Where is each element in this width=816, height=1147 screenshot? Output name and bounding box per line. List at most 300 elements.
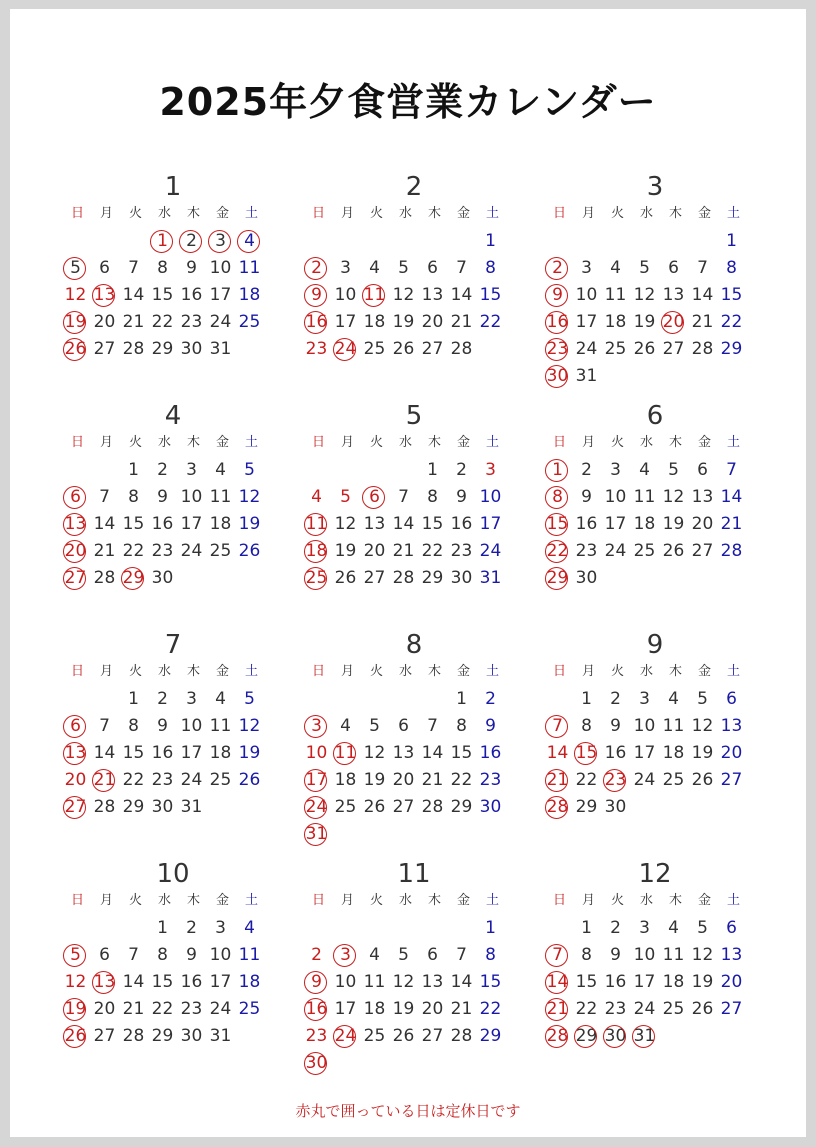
day-cell: 8: [456, 716, 467, 736]
day-cell: 11: [209, 487, 232, 507]
closed-day-circle: [545, 1025, 568, 1048]
weekday-header: 火: [128, 435, 142, 450]
weekday-header: 土: [485, 664, 499, 679]
month-number: 7: [164, 630, 182, 660]
day-cell: 1: [128, 689, 139, 709]
weekday-header: 火: [369, 206, 383, 221]
day-cell: 31: [180, 797, 203, 817]
day-cell: 31: [633, 1026, 656, 1046]
day-cell: 30: [575, 568, 598, 588]
day-cell: 4: [215, 689, 226, 709]
day-cell: 2: [177, 228, 206, 255]
closed-day-circle: [362, 486, 385, 509]
day-cell: 12: [392, 285, 415, 305]
weekday-header: 日: [552, 664, 566, 679]
day-cell: 7: [543, 713, 572, 740]
day-cell: 22: [421, 541, 444, 561]
day-cell: 24: [633, 999, 656, 1019]
month-number: 4: [164, 401, 182, 431]
weekday-header: 月: [581, 435, 595, 450]
closed-day-circle: [304, 971, 327, 994]
weekday-header: 月: [340, 435, 354, 450]
day-cell: 22: [479, 999, 502, 1019]
weekday-header: 日: [70, 206, 84, 221]
day-cell: 2: [157, 460, 168, 480]
day-cell: 9: [581, 487, 592, 507]
day-cell: 3: [186, 689, 197, 709]
day-cell: 10: [604, 487, 627, 507]
day-cell: 7: [456, 258, 467, 278]
weekday-header: 日: [311, 206, 325, 221]
day-cell: 9: [456, 487, 467, 507]
day-cell: 20: [421, 312, 444, 332]
day-cell: 2: [543, 255, 572, 282]
day-cell: 25: [662, 999, 685, 1019]
day-cell: 26: [64, 339, 87, 359]
day-cell: 24: [209, 312, 232, 332]
month-number: 6: [646, 401, 664, 431]
day-cell: 11: [238, 945, 261, 965]
closed-day-circle: [545, 769, 568, 792]
day-cell: 11: [662, 716, 685, 736]
day-cell: 28: [122, 1026, 145, 1046]
day-cell: 14: [93, 514, 116, 534]
day-cell: 11: [363, 972, 386, 992]
day-cell: 28: [421, 797, 444, 817]
day-cell: 30: [180, 339, 203, 359]
day-cell: 20: [421, 999, 444, 1019]
day-cell: 29: [450, 797, 473, 817]
day-cell: 4: [244, 918, 255, 938]
day-cell: 4: [235, 228, 264, 255]
day-cell: 6: [99, 945, 110, 965]
day-cell: 17: [180, 743, 203, 763]
weekday-header: 土: [485, 435, 499, 450]
closed-day-circle: [632, 1025, 655, 1048]
closed-day-circle: [304, 513, 327, 536]
closed-day-circle: [545, 311, 568, 334]
day-cell: 4: [369, 258, 380, 278]
day-cell: 25: [209, 541, 232, 561]
weekday-header: 土: [485, 893, 499, 908]
day-cell: 4: [369, 945, 380, 965]
day-cell: 6: [427, 945, 438, 965]
day-cell: 24: [180, 770, 203, 790]
day-cell: 21: [122, 999, 145, 1019]
day-cell: 25: [604, 339, 627, 359]
weekday-header: 木: [427, 435, 441, 450]
day-cell: 5: [340, 487, 351, 507]
day-cell: 14: [122, 972, 145, 992]
day-cell: 10: [479, 487, 502, 507]
day-cell: 14: [720, 487, 743, 507]
day-cell: 3: [610, 460, 621, 480]
weekday-header: 木: [186, 893, 200, 908]
closed-day-circle: [545, 257, 568, 280]
weekday-header: 金: [697, 664, 711, 679]
weekday-header: 月: [340, 206, 354, 221]
closed-day-circle: [63, 998, 86, 1021]
day-cell: 16: [604, 743, 627, 763]
day-cell: 27: [363, 568, 386, 588]
month-number: 5: [405, 401, 423, 431]
day-cell: 30: [604, 1026, 627, 1046]
weekday-header: 金: [456, 206, 470, 221]
day-cell: 7: [543, 942, 572, 969]
weekday-header: 日: [552, 435, 566, 450]
day-cell: 2: [610, 689, 621, 709]
weekday-header: 日: [552, 893, 566, 908]
closed-day-circle: [545, 486, 568, 509]
day-cell: 30: [180, 1026, 203, 1046]
day-cell: 9: [157, 716, 168, 736]
day-cell: 24: [334, 339, 357, 359]
day-cell: 21: [546, 770, 569, 790]
day-cell: 11: [604, 285, 627, 305]
weekday-header: 水: [398, 664, 412, 679]
day-cell: 21: [93, 770, 116, 790]
day-cell: 21: [691, 312, 714, 332]
day-cell: 27: [662, 339, 685, 359]
day-cell: 29: [546, 568, 569, 588]
closed-day-circle: [92, 284, 115, 307]
day-cell: 12: [64, 972, 87, 992]
day-cell: 17: [633, 972, 656, 992]
day-cell: 27: [691, 541, 714, 561]
day-cell: 10: [209, 945, 232, 965]
day-cell: 19: [64, 312, 87, 332]
day-cell: 19: [334, 541, 357, 561]
day-cell: 13: [64, 514, 87, 534]
day-cell: 18: [238, 285, 261, 305]
weekday-header: 水: [398, 435, 412, 450]
day-cell: 1: [157, 918, 168, 938]
day-cell: 29: [421, 568, 444, 588]
day-cell: 7: [456, 945, 467, 965]
day-cell: 15: [546, 514, 569, 534]
closed-day-circle: [333, 944, 356, 967]
day-cell: 5: [398, 258, 409, 278]
weekday-header: 火: [369, 664, 383, 679]
closed-day-circle: [92, 769, 115, 792]
day-cell: 7: [99, 716, 110, 736]
month-1: [63, 172, 283, 400]
day-cell: 12: [334, 514, 357, 534]
day-cell: 25: [662, 770, 685, 790]
closed-day-circle: [304, 769, 327, 792]
day-cell: 23: [151, 770, 174, 790]
closed-day-circle: [63, 742, 86, 765]
day-cell: 22: [720, 312, 743, 332]
day-cell: 8: [157, 945, 168, 965]
day-cell: 31: [479, 568, 502, 588]
day-cell: 19: [633, 312, 656, 332]
day-cell: 6: [398, 716, 409, 736]
day-cell: 15: [479, 972, 502, 992]
day-cell: 16: [575, 514, 598, 534]
weekday-header: 火: [610, 664, 624, 679]
day-cell: 24: [604, 541, 627, 561]
day-cell: 1: [427, 460, 438, 480]
weekday-header: 日: [311, 664, 325, 679]
day-cell: 20: [64, 541, 87, 561]
day-cell: 14: [546, 743, 569, 763]
closed-day-circle: [362, 284, 385, 307]
weekday-header: 金: [697, 893, 711, 908]
day-cell: 4: [639, 460, 650, 480]
day-cell: 8: [543, 484, 572, 511]
weekday-header: 土: [244, 206, 258, 221]
day-cell: 11: [363, 285, 386, 305]
day-cell: 3: [331, 942, 360, 969]
weekday-header: 月: [99, 664, 113, 679]
day-cell: 23: [575, 541, 598, 561]
day-cell: 30: [604, 797, 627, 817]
day-cell: 28: [450, 339, 473, 359]
day-cell: 24: [575, 339, 598, 359]
day-cell: 2: [302, 255, 331, 282]
day-cell: 18: [238, 972, 261, 992]
day-cell: 23: [305, 1026, 328, 1046]
month-number: 10: [156, 859, 190, 889]
day-cell: 5: [244, 460, 255, 480]
day-cell: 21: [720, 514, 743, 534]
weekday-header: 金: [215, 664, 229, 679]
day-cell: 23: [546, 339, 569, 359]
weekday-header: 木: [668, 206, 682, 221]
weekday-header: 火: [128, 664, 142, 679]
day-cell: 14: [93, 743, 116, 763]
closed-day-circle: [150, 230, 173, 253]
day-cell: 24: [479, 541, 502, 561]
day-cell: 18: [363, 999, 386, 1019]
closed-day-circle: [304, 567, 327, 590]
day-cell: 19: [238, 743, 261, 763]
weekday-header: 日: [70, 664, 84, 679]
day-cell: 6: [697, 460, 708, 480]
day-cell: 29: [122, 568, 145, 588]
day-cell: 7: [99, 487, 110, 507]
day-cell: 5: [697, 689, 708, 709]
month-number: 2: [405, 172, 423, 202]
day-cell: 9: [302, 969, 331, 996]
day-cell: 22: [151, 312, 174, 332]
day-cell: 25: [633, 541, 656, 561]
day-cell: 9: [610, 716, 621, 736]
closed-day-circle: [574, 742, 597, 765]
day-cell: 18: [305, 541, 328, 561]
day-cell: 2: [157, 689, 168, 709]
day-cell: 16: [180, 972, 203, 992]
day-cell: 3: [485, 460, 496, 480]
day-cell: 17: [479, 514, 502, 534]
weekday-header: 木: [427, 664, 441, 679]
day-cell: 21: [450, 312, 473, 332]
closed-day-circle: [333, 742, 356, 765]
day-cell: 4: [668, 918, 679, 938]
weekday-header: 木: [668, 664, 682, 679]
day-cell: 26: [238, 770, 261, 790]
day-cell: 11: [662, 945, 685, 965]
day-cell: 20: [691, 514, 714, 534]
weekday-header: 月: [99, 206, 113, 221]
day-cell: 10: [633, 945, 656, 965]
day-cell: 18: [363, 312, 386, 332]
day-cell: 7: [128, 258, 139, 278]
day-cell: 24: [334, 1026, 357, 1046]
day-cell: 5: [697, 918, 708, 938]
day-cell: 26: [691, 999, 714, 1019]
day-cell: 10: [334, 285, 357, 305]
day-cell: 20: [93, 312, 116, 332]
month-3: [545, 172, 765, 400]
closed-day-circle: [304, 311, 327, 334]
weekday-header: 金: [697, 206, 711, 221]
day-cell: 13: [720, 945, 743, 965]
closed-day-circle: [545, 715, 568, 738]
day-cell: 16: [151, 743, 174, 763]
closed-day-circle: [63, 567, 86, 590]
weekday-header: 土: [726, 893, 740, 908]
weekday-header: 水: [639, 664, 653, 679]
weekday-header: 水: [639, 206, 653, 221]
day-cell: 15: [151, 285, 174, 305]
weekday-header: 月: [581, 893, 595, 908]
day-cell: 21: [122, 312, 145, 332]
month-number: 1: [164, 172, 182, 202]
weekday-header: 水: [157, 435, 171, 450]
day-cell: 8: [157, 258, 168, 278]
day-cell: 16: [305, 999, 328, 1019]
day-cell: 19: [662, 514, 685, 534]
day-cell: 18: [209, 743, 232, 763]
day-cell: 27: [64, 797, 87, 817]
day-cell: 10: [180, 716, 203, 736]
weekday-header: 金: [215, 435, 229, 450]
day-cell: 11: [334, 743, 357, 763]
month-number: 11: [397, 859, 431, 889]
month-8: [304, 630, 524, 858]
month-6: [545, 401, 765, 629]
day-cell: 5: [668, 460, 679, 480]
day-cell: 25: [363, 1026, 386, 1046]
day-cell: 8: [128, 487, 139, 507]
weekday-header: 水: [639, 435, 653, 450]
closed-day-circle: [545, 944, 568, 967]
day-cell: 17: [604, 514, 627, 534]
day-cell: 23: [450, 541, 473, 561]
day-cell: 22: [450, 770, 473, 790]
day-cell: 19: [238, 514, 261, 534]
day-cell: 17: [180, 514, 203, 534]
weekday-header: 月: [581, 206, 595, 221]
day-cell: 18: [209, 514, 232, 534]
day-cell: 16: [180, 285, 203, 305]
day-cell: 24: [180, 541, 203, 561]
closed-day-circle: [545, 540, 568, 563]
day-cell: 21: [450, 999, 473, 1019]
day-cell: 16: [305, 312, 328, 332]
day-cell: 6: [726, 918, 737, 938]
closed-day-circle: [304, 715, 327, 738]
closed-day-circle: [63, 715, 86, 738]
weekday-header: 日: [552, 206, 566, 221]
day-cell: 9: [186, 945, 197, 965]
closed-day-circle: [545, 365, 568, 388]
day-cell: 29: [479, 1026, 502, 1046]
day-cell: 4: [340, 716, 351, 736]
day-cell: 23: [305, 339, 328, 359]
day-cell: 1: [485, 918, 496, 938]
day-cell: 27: [64, 568, 87, 588]
closed-day-circle: [208, 230, 231, 253]
closed-day-circle: [237, 230, 260, 253]
day-cell: 4: [668, 689, 679, 709]
day-cell: 22: [122, 541, 145, 561]
day-cell: 12: [238, 716, 261, 736]
day-cell: 18: [604, 312, 627, 332]
closed-day-circle: [304, 1052, 327, 1075]
weekday-header: 木: [668, 893, 682, 908]
weekday-header: 木: [668, 435, 682, 450]
day-cell: 8: [726, 258, 737, 278]
weekday-header: 土: [726, 206, 740, 221]
day-cell: 4: [610, 258, 621, 278]
closed-day-circle: [63, 944, 86, 967]
day-cell: 15: [720, 285, 743, 305]
day-cell: 12: [238, 487, 261, 507]
day-cell: 24: [633, 770, 656, 790]
day-cell: 20: [662, 312, 685, 332]
day-cell: 20: [93, 999, 116, 1019]
day-cell: 9: [610, 945, 621, 965]
day-cell: 16: [450, 514, 473, 534]
day-cell: 10: [334, 972, 357, 992]
day-cell: 15: [122, 743, 145, 763]
day-cell: 6: [360, 484, 389, 511]
day-cell: 6: [61, 484, 90, 511]
month-11: [304, 859, 524, 1087]
day-cell: 19: [691, 743, 714, 763]
day-cell: 20: [64, 770, 87, 790]
day-cell: 12: [363, 743, 386, 763]
day-cell: 30: [305, 1053, 328, 1073]
day-cell: 1: [543, 457, 572, 484]
weekday-header: 土: [244, 664, 258, 679]
day-cell: 29: [575, 1026, 598, 1046]
day-cell: 25: [334, 797, 357, 817]
day-cell: 14: [450, 972, 473, 992]
day-cell: 23: [604, 770, 627, 790]
day-cell: 28: [93, 797, 116, 817]
day-cell: 14: [450, 285, 473, 305]
day-cell: 15: [122, 514, 145, 534]
month-4: [63, 401, 283, 629]
day-cell: 26: [633, 339, 656, 359]
weekday-header: 木: [427, 893, 441, 908]
day-cell: 27: [93, 339, 116, 359]
day-cell: 10: [633, 716, 656, 736]
day-cell: 28: [546, 1026, 569, 1046]
day-cell: 20: [720, 743, 743, 763]
day-cell: 22: [151, 999, 174, 1019]
day-cell: 8: [485, 945, 496, 965]
day-cell: 1: [148, 228, 177, 255]
day-cell: 14: [691, 285, 714, 305]
day-cell: 9: [543, 282, 572, 309]
weekday-header: 火: [369, 435, 383, 450]
day-cell: 8: [485, 258, 496, 278]
